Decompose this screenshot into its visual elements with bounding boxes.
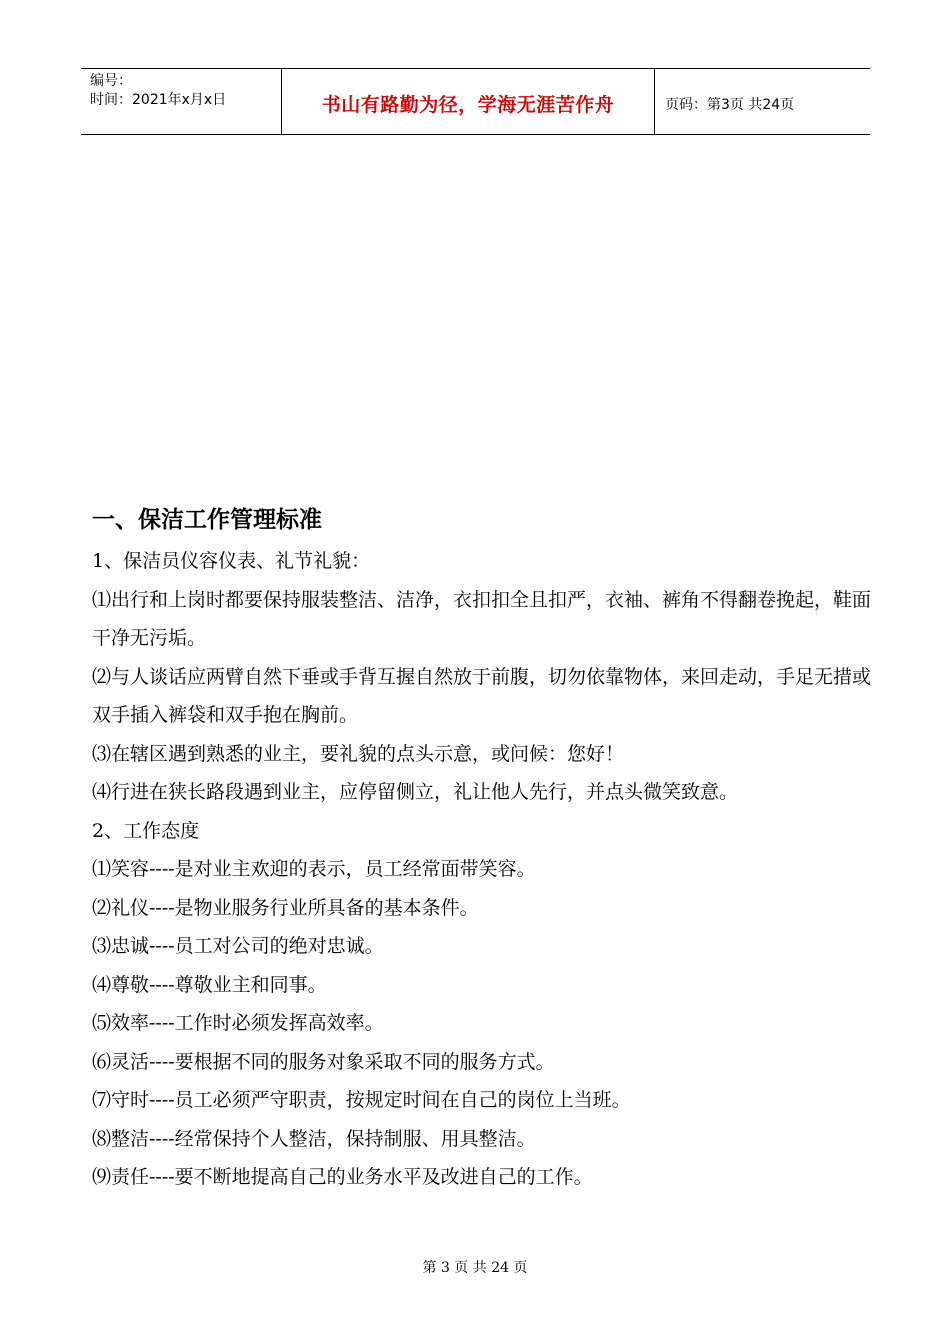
- paragraph: ⑺守时----员工必须严守职责，按规定时间在自己的岗位上当班。: [92, 1089, 631, 1111]
- paragraph: ⑻整洁----经常保持个人整洁，保持制服、用具整洁。: [92, 1127, 536, 1150]
- page-header: [81, 68, 870, 135]
- paragraph: 2、工作态度: [92, 819, 200, 842]
- paragraph: ⑹灵活----要根据不同的服务对象采取不同的服务方式。: [92, 1050, 555, 1073]
- page-footer: [0, 1257, 950, 1277]
- paragraph: ⑶忠诚----员工对公司的绝对忠诚。: [92, 935, 384, 957]
- paragraph: ⑶在辖区遇到熟悉的业主，要礼貌的点头示意，或问候：您好！: [92, 742, 625, 765]
- paragraph: ⑷尊敬----尊敬业主和同事。: [92, 973, 327, 996]
- paragraph: ⑴笑容----是对业主欢迎的表示，员工经常面带笑容。: [92, 858, 536, 880]
- header-page-cell: [655, 69, 870, 134]
- paragraph: ⑸效率----工作时必须发挥高效率。: [92, 1012, 384, 1034]
- paragraph: ⑵礼仪----是物业服务行业所具备的基本条件。: [92, 896, 479, 919]
- paragraph: ⑼责任----要不断地提高自己的业务水平及改进自己的工作。: [92, 1166, 593, 1188]
- document-body: [92, 502, 872, 1197]
- header-motto: 书山有路勤为径，学海无涯苦作舟: [321, 94, 615, 116]
- paragraph: ⑷行进在狭长路段遇到业主，应停留侧立，礼让他人先行，并点头微笑致意。: [92, 781, 739, 803]
- paragraph: 1、保洁员仪容仪表、礼节礼貌：: [92, 550, 371, 572]
- header-motto-cell: [282, 69, 655, 134]
- header-page-info: 页码：第3页 共24页: [665, 96, 795, 113]
- paragraph: ⑵与人谈话应两臂自然下垂或手背互握自然放于前腹，切勿依靠物体，来回走动，手足无措或双手插入裤袋和双手抱在胸前。: [92, 665, 872, 726]
- header-number-label: 编号：: [90, 73, 132, 89]
- header-time-label: 时间：2021年x月x日: [90, 92, 227, 108]
- paragraph: ⑴出行和上岗时都要保持服装整洁、洁净，衣扣扣全且扣严，衣袖、裤角不得翻卷挽起，鞋面干净无污垢。: [92, 588, 872, 649]
- footer-page-number: 第 3 页 共 24 页: [422, 1260, 528, 1276]
- section-title: 一、保洁工作管理标准: [92, 507, 322, 533]
- header-meta-cell: [81, 69, 282, 134]
